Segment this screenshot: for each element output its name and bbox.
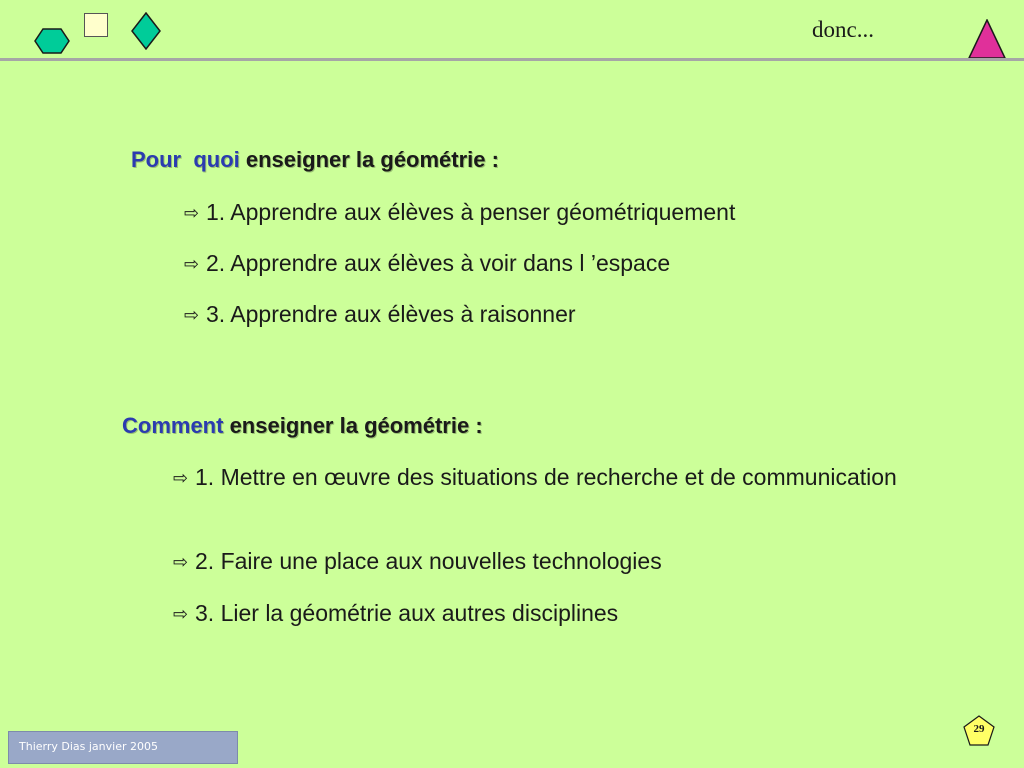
list-item-text: 1. Apprendre aux élèves à penser géométriquement — [206, 199, 736, 225]
heading-keyword: Pour quoi — [131, 147, 240, 172]
page-title: donc... — [812, 17, 874, 42]
list-item — [184, 196, 735, 229]
header-divider — [0, 58, 1024, 61]
heading-rest: enseigner la géométrie : — [239, 147, 499, 172]
section-heading-pour — [131, 147, 499, 173]
triangle-icon — [968, 19, 1006, 59]
list-item-text: 2. Faire une place aux nouvelles technologies — [195, 548, 662, 574]
list-item-text: 1. Mettre en œuvre des situations de recherche et de communication — [195, 464, 897, 490]
arrow-right-icon: ⇨ — [173, 552, 189, 572]
list-item-text: 3. Lier la géométrie aux autres disciplines — [195, 600, 619, 626]
section-heading-comment — [122, 413, 483, 439]
square-icon — [84, 13, 108, 37]
footer-author: Thierry Dias janvier 2005 — [19, 740, 158, 753]
diamond-icon — [131, 12, 161, 50]
arrow-right-icon: ⇨ — [184, 254, 200, 274]
page-number-badge — [962, 714, 996, 748]
heading-rest: enseigner la géométrie : — [223, 413, 483, 438]
arrow-right-icon: ⇨ — [184, 203, 200, 223]
arrow-right-icon: ⇨ — [184, 305, 200, 325]
list-item — [184, 247, 670, 280]
footer-author-box — [8, 731, 238, 764]
arrow-right-icon: ⇨ — [173, 468, 189, 488]
heading-keyword: Comment — [122, 413, 224, 438]
list-item — [173, 597, 618, 630]
list-item-text: 2. Apprendre aux élèves à voir dans l ’espace — [206, 250, 671, 276]
hexagon-icon — [34, 28, 70, 54]
list-item — [173, 461, 913, 494]
list-item-text: 3. Apprendre aux élèves à raisonner — [206, 301, 576, 327]
list-item — [184, 298, 576, 331]
arrow-right-icon: ⇨ — [173, 604, 189, 624]
list-item — [173, 545, 662, 578]
page-number: 29 — [973, 723, 985, 735]
